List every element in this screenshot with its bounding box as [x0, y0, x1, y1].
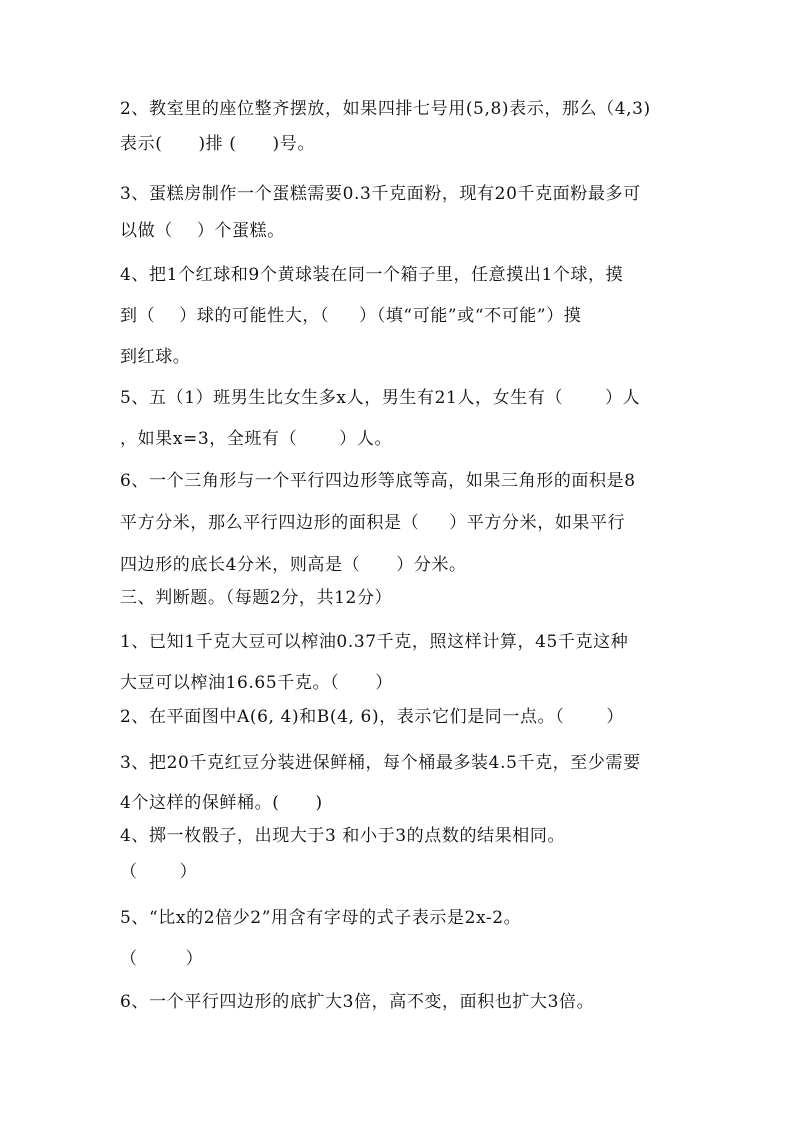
- judge-4-line-1: 4、掷一枚骰子，出现大于3 和小于3的点数的结果相同。: [120, 826, 566, 846]
- question-2-line-2: 表示( )排 ( )号。: [120, 134, 315, 154]
- question-6-line-2: 平方分米，那么平行四边形的面积是（ ）平方分米，如果平行: [120, 513, 626, 533]
- judge-1-line-1: 1、已知1千克大豆可以榨油0.37千克，照这样计算，45千克这种: [120, 632, 629, 652]
- question-5-line-1: 5、五（1）班男生比女生多x人，男生有21人，女生有（ ）人: [120, 388, 641, 408]
- judge-3-line-2: 4个这样的保鲜桶。( ): [120, 793, 323, 813]
- judge-3-line-1: 3、把20千克红豆分装进保鲜桶，每个桶最多装4.5千克，至少需要: [120, 753, 641, 773]
- question-3-line-1: 3、蛋糕房制作一个蛋糕需要0.3千克面粉，现有20千克面粉最多可: [120, 184, 641, 204]
- judge-6-line-1: 6、一个平行四边形的底扩大3倍，高不变，面积也扩大3倍。: [120, 992, 595, 1012]
- section-3-title: 三、判断题。（每题2分，共12分）: [120, 588, 393, 608]
- judge-5-line-1: 5、“比x的2倍少2”用含有字母的式子表示是2x-2。: [120, 908, 522, 928]
- question-5-line-2: ，如果x=3，全班有（ ）人。: [120, 429, 393, 449]
- question-6-line-1: 6、一个三角形与一个平行四边形等底等高，如果三角形的面积是8: [120, 471, 636, 491]
- question-4-line-2: 到（ ）球的可能性大，（ ）（填“可能”或“不可能”）摸: [120, 306, 582, 326]
- question-4-line-1: 4、把1个红球和9个黄球装在同一个箱子里，任意摸出1个球，摸: [120, 265, 624, 285]
- question-2-line-1: 2、教室里的座位整齐摆放，如果四排七号用(5,8)表示，那么（4,3): [120, 99, 651, 119]
- question-6-line-3: 四边形的底长4分米，则高是（ ）分米。: [120, 555, 467, 575]
- question-4-line-3: 到红球。: [120, 347, 191, 367]
- judge-4-line-2: （ ）: [120, 862, 198, 882]
- judge-2-line-1: 2、在平面图中A(6, 4)和B(4, 6)，表示它们是同一点。（ ）: [120, 707, 624, 727]
- question-3-line-2: 以做（ ）个蛋糕。: [120, 221, 285, 241]
- judge-5-line-2: （ ）: [120, 949, 204, 969]
- judge-1-line-2: 大豆可以榨油16.65千克。（ ）: [120, 673, 393, 693]
